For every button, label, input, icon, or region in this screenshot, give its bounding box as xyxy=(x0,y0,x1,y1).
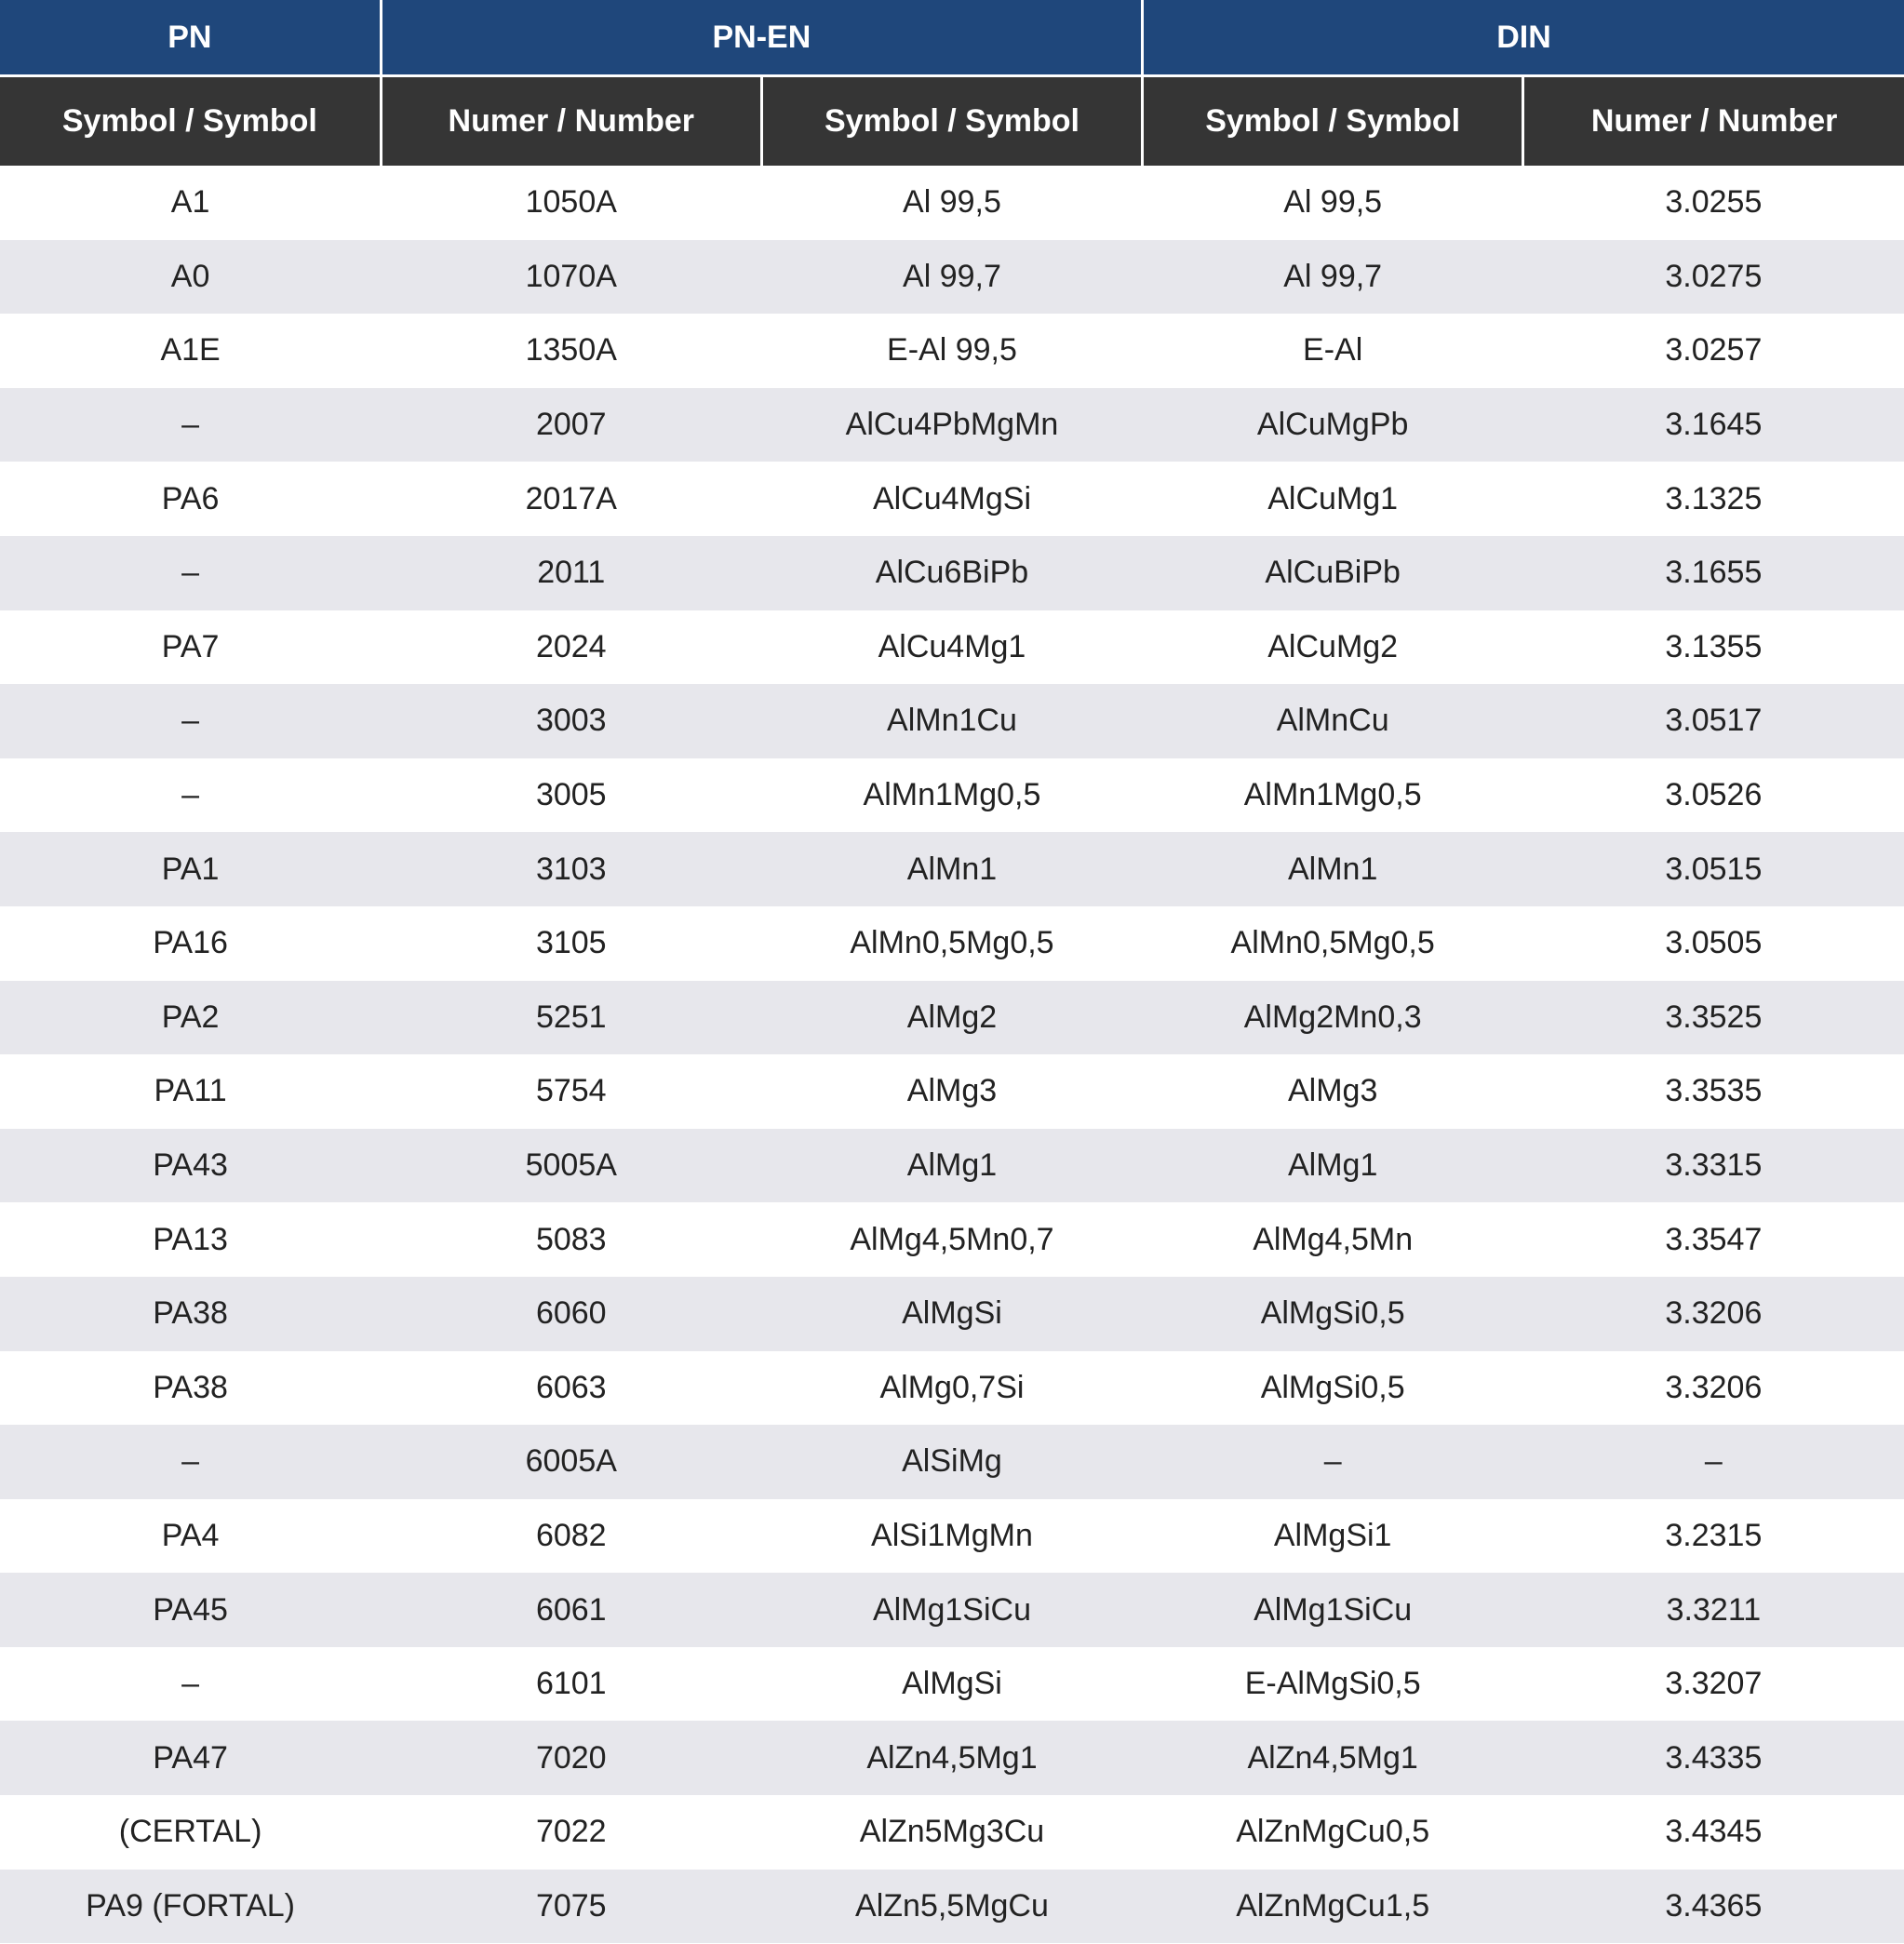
column-header-pn-en-symbol: Symbol / Symbol xyxy=(761,76,1142,167)
cell-pn-en-number: 2007 xyxy=(381,388,761,463)
cell-din-number: 3.0275 xyxy=(1523,240,1904,315)
group-header-pn-en: PN-EN xyxy=(381,0,1142,76)
cell-pn-en-symbol: AlCu4PbMgMn xyxy=(761,388,1142,463)
cell-pn-en-symbol: AlMg4,5Mn0,7 xyxy=(761,1202,1142,1277)
cell-din-symbol: E-AlMgSi0,5 xyxy=(1143,1647,1523,1722)
cell-pn-en-number: 7022 xyxy=(381,1795,761,1870)
column-header-din-symbol: Symbol / Symbol xyxy=(1143,76,1523,167)
cell-pn-symbol: PA47 xyxy=(0,1721,381,1795)
cell-din-symbol: AlCuMgPb xyxy=(1143,388,1523,463)
cell-pn-en-number: 6082 xyxy=(381,1499,761,1574)
cell-din-number: 3.1655 xyxy=(1523,536,1904,610)
cell-pn-symbol: – xyxy=(0,1425,381,1499)
cell-pn-en-symbol: AlSiMg xyxy=(761,1425,1142,1499)
cell-pn-en-number: 2017A xyxy=(381,462,761,536)
cell-din-number: 3.1325 xyxy=(1523,462,1904,536)
cell-pn-symbol: PA4 xyxy=(0,1499,381,1574)
cell-pn-en-symbol: AlCu6BiPb xyxy=(761,536,1142,610)
cell-din-symbol: AlMg4,5Mn xyxy=(1143,1202,1523,1277)
cell-pn-symbol: A0 xyxy=(0,240,381,315)
cell-pn-en-number: 6005A xyxy=(381,1425,761,1499)
table-row xyxy=(0,240,1904,315)
cell-din-symbol: AlCuBiPb xyxy=(1143,536,1523,610)
cell-pn-en-number: 6063 xyxy=(381,1351,761,1426)
table-row xyxy=(0,832,1904,906)
table-row xyxy=(0,684,1904,758)
cell-din-symbol: AlZnMgCu0,5 xyxy=(1143,1795,1523,1870)
table-row xyxy=(0,1721,1904,1795)
cell-din-number: 3.1645 xyxy=(1523,388,1904,463)
cell-din-number: 3.0526 xyxy=(1523,758,1904,833)
column-header-pn-symbol: Symbol / Symbol xyxy=(0,76,381,167)
cell-din-symbol: AlMg2Mn0,3 xyxy=(1143,981,1523,1055)
cell-pn-en-symbol: AlZn5,5MgCu xyxy=(761,1870,1142,1944)
cell-pn-en-symbol: Al 99,7 xyxy=(761,240,1142,315)
cell-din-number: 3.3206 xyxy=(1523,1351,1904,1426)
cell-pn-en-symbol: AlMg3 xyxy=(761,1054,1142,1129)
cell-din-number: 3.3206 xyxy=(1523,1277,1904,1351)
cell-din-number: 3.0517 xyxy=(1523,684,1904,758)
group-header-row xyxy=(0,0,1904,76)
cell-pn-symbol: A1 xyxy=(0,166,381,240)
cell-pn-en-number: 6061 xyxy=(381,1573,761,1647)
table-row xyxy=(0,906,1904,981)
cell-din-symbol: AlZn4,5Mg1 xyxy=(1143,1721,1523,1795)
cell-pn-symbol: PA11 xyxy=(0,1054,381,1129)
cell-pn-en-symbol: Al 99,5 xyxy=(761,166,1142,240)
cell-pn-en-number: 2011 xyxy=(381,536,761,610)
cell-pn-en-number: 1070A xyxy=(381,240,761,315)
group-header-pn: PN xyxy=(0,0,381,76)
cell-din-number: 3.0515 xyxy=(1523,832,1904,906)
table-row xyxy=(0,1129,1904,1203)
cell-din-symbol: AlMn1 xyxy=(1143,832,1523,906)
column-header-din-number: Numer / Number xyxy=(1523,76,1904,167)
cell-din-number: 3.3535 xyxy=(1523,1054,1904,1129)
group-header-din: DIN xyxy=(1143,0,1904,76)
cell-pn-en-symbol: AlZn4,5Mg1 xyxy=(761,1721,1142,1795)
table-row xyxy=(0,1870,1904,1944)
cell-pn-en-symbol: AlMgSi xyxy=(761,1647,1142,1722)
cell-pn-en-symbol: AlZn5Mg3Cu xyxy=(761,1795,1142,1870)
table-row xyxy=(0,1795,1904,1870)
cell-din-symbol: Al 99,5 xyxy=(1143,166,1523,240)
cell-pn-en-symbol: AlMg0,7Si xyxy=(761,1351,1142,1426)
cell-pn-symbol: – xyxy=(0,388,381,463)
table-row xyxy=(0,1425,1904,1499)
cell-din-symbol: E-Al xyxy=(1143,314,1523,388)
cell-pn-symbol: PA6 xyxy=(0,462,381,536)
table-row xyxy=(0,1054,1904,1129)
cell-pn-en-symbol: AlCu4MgSi xyxy=(761,462,1142,536)
column-header-row xyxy=(0,76,1904,167)
cell-pn-symbol: – xyxy=(0,758,381,833)
cell-din-symbol: AlCuMg1 xyxy=(1143,462,1523,536)
table-row xyxy=(0,1647,1904,1722)
table-row xyxy=(0,1202,1904,1277)
cell-din-number: 3.4345 xyxy=(1523,1795,1904,1870)
cell-pn-symbol: PA45 xyxy=(0,1573,381,1647)
cell-pn-symbol: – xyxy=(0,1647,381,1722)
cell-din-symbol: AlMn0,5Mg0,5 xyxy=(1143,906,1523,981)
cell-pn-symbol: PA1 xyxy=(0,832,381,906)
cell-pn-en-number: 5754 xyxy=(381,1054,761,1129)
cell-pn-symbol: (CERTAL) xyxy=(0,1795,381,1870)
cell-din-symbol: AlMg1 xyxy=(1143,1129,1523,1203)
cell-pn-en-symbol: AlMn1 xyxy=(761,832,1142,906)
table-row xyxy=(0,1351,1904,1426)
cell-pn-en-number: 6060 xyxy=(381,1277,761,1351)
table-row xyxy=(0,462,1904,536)
cell-pn-symbol: PA2 xyxy=(0,981,381,1055)
cell-din-symbol: AlMgSi0,5 xyxy=(1143,1351,1523,1426)
cell-pn-en-symbol: AlMn0,5Mg0,5 xyxy=(761,906,1142,981)
table-body xyxy=(0,166,1904,1943)
cell-pn-en-number: 5251 xyxy=(381,981,761,1055)
cell-pn-en-symbol: AlCu4Mg1 xyxy=(761,610,1142,685)
cell-pn-en-number: 6101 xyxy=(381,1647,761,1722)
cell-din-number: 3.4335 xyxy=(1523,1721,1904,1795)
cell-pn-symbol: – xyxy=(0,684,381,758)
table-row xyxy=(0,388,1904,463)
cell-din-number: – xyxy=(1523,1425,1904,1499)
cell-din-symbol: AlCuMg2 xyxy=(1143,610,1523,685)
cell-pn-symbol: PA38 xyxy=(0,1351,381,1426)
cell-pn-en-number: 1050A xyxy=(381,166,761,240)
table-row xyxy=(0,981,1904,1055)
cell-pn-en-number: 3105 xyxy=(381,906,761,981)
table-row xyxy=(0,166,1904,240)
cell-din-symbol: AlMnCu xyxy=(1143,684,1523,758)
cell-din-symbol: AlMn1Mg0,5 xyxy=(1143,758,1523,833)
cell-din-symbol: AlMg1SiCu xyxy=(1143,1573,1523,1647)
table-row xyxy=(0,536,1904,610)
cell-din-number: 3.4365 xyxy=(1523,1870,1904,1944)
cell-pn-en-number: 5005A xyxy=(381,1129,761,1203)
column-header-pn-en-number: Numer / Number xyxy=(381,76,761,167)
table-row xyxy=(0,1573,1904,1647)
cell-din-number: 3.3525 xyxy=(1523,981,1904,1055)
cell-din-number: 3.3547 xyxy=(1523,1202,1904,1277)
cell-pn-en-number: 7020 xyxy=(381,1721,761,1795)
cell-din-number: 3.3315 xyxy=(1523,1129,1904,1203)
table-row xyxy=(0,610,1904,685)
cell-din-symbol: – xyxy=(1143,1425,1523,1499)
cell-pn-symbol: PA38 xyxy=(0,1277,381,1351)
cell-din-symbol: AlMgSi0,5 xyxy=(1143,1277,1523,1351)
cell-pn-symbol: – xyxy=(0,536,381,610)
cell-pn-en-number: 7075 xyxy=(381,1870,761,1944)
cell-din-number: 3.0505 xyxy=(1523,906,1904,981)
cell-din-number: 3.0257 xyxy=(1523,314,1904,388)
cell-pn-en-symbol: E-Al 99,5 xyxy=(761,314,1142,388)
cell-din-number: 3.1355 xyxy=(1523,610,1904,685)
cell-pn-en-symbol: AlMg1SiCu xyxy=(761,1573,1142,1647)
cell-pn-en-number: 3003 xyxy=(381,684,761,758)
cell-pn-en-symbol: AlMg1 xyxy=(761,1129,1142,1203)
cell-din-number: 3.3211 xyxy=(1523,1573,1904,1647)
cell-pn-symbol: A1E xyxy=(0,314,381,388)
cell-pn-symbol: PA16 xyxy=(0,906,381,981)
cell-pn-en-number: 2024 xyxy=(381,610,761,685)
cell-din-number: 3.3207 xyxy=(1523,1647,1904,1722)
cell-pn-en-number: 3005 xyxy=(381,758,761,833)
cell-din-symbol: AlMgSi1 xyxy=(1143,1499,1523,1574)
table-row xyxy=(0,1277,1904,1351)
cell-pn-symbol: PA43 xyxy=(0,1129,381,1203)
cell-din-symbol: AlZnMgCu1,5 xyxy=(1143,1870,1523,1944)
cell-pn-en-symbol: AlMgSi xyxy=(761,1277,1142,1351)
cell-din-number: 3.2315 xyxy=(1523,1499,1904,1574)
cell-pn-en-number: 3103 xyxy=(381,832,761,906)
cell-pn-symbol: PA13 xyxy=(0,1202,381,1277)
cell-pn-en-number: 1350A xyxy=(381,314,761,388)
cell-pn-symbol: PA7 xyxy=(0,610,381,685)
table-row xyxy=(0,1499,1904,1574)
cell-pn-en-symbol: AlMn1Cu xyxy=(761,684,1142,758)
table-row xyxy=(0,758,1904,833)
cell-pn-en-symbol: AlSi1MgMn xyxy=(761,1499,1142,1574)
cell-pn-en-number: 5083 xyxy=(381,1202,761,1277)
cell-pn-symbol: PA9 (FORTAL) xyxy=(0,1870,381,1944)
table-row xyxy=(0,314,1904,388)
cell-din-symbol: AlMg3 xyxy=(1143,1054,1523,1129)
cell-din-symbol: Al 99,7 xyxy=(1143,240,1523,315)
cell-pn-en-symbol: AlMg2 xyxy=(761,981,1142,1055)
cell-pn-en-symbol: AlMn1Mg0,5 xyxy=(761,758,1142,833)
cell-din-number: 3.0255 xyxy=(1523,166,1904,240)
